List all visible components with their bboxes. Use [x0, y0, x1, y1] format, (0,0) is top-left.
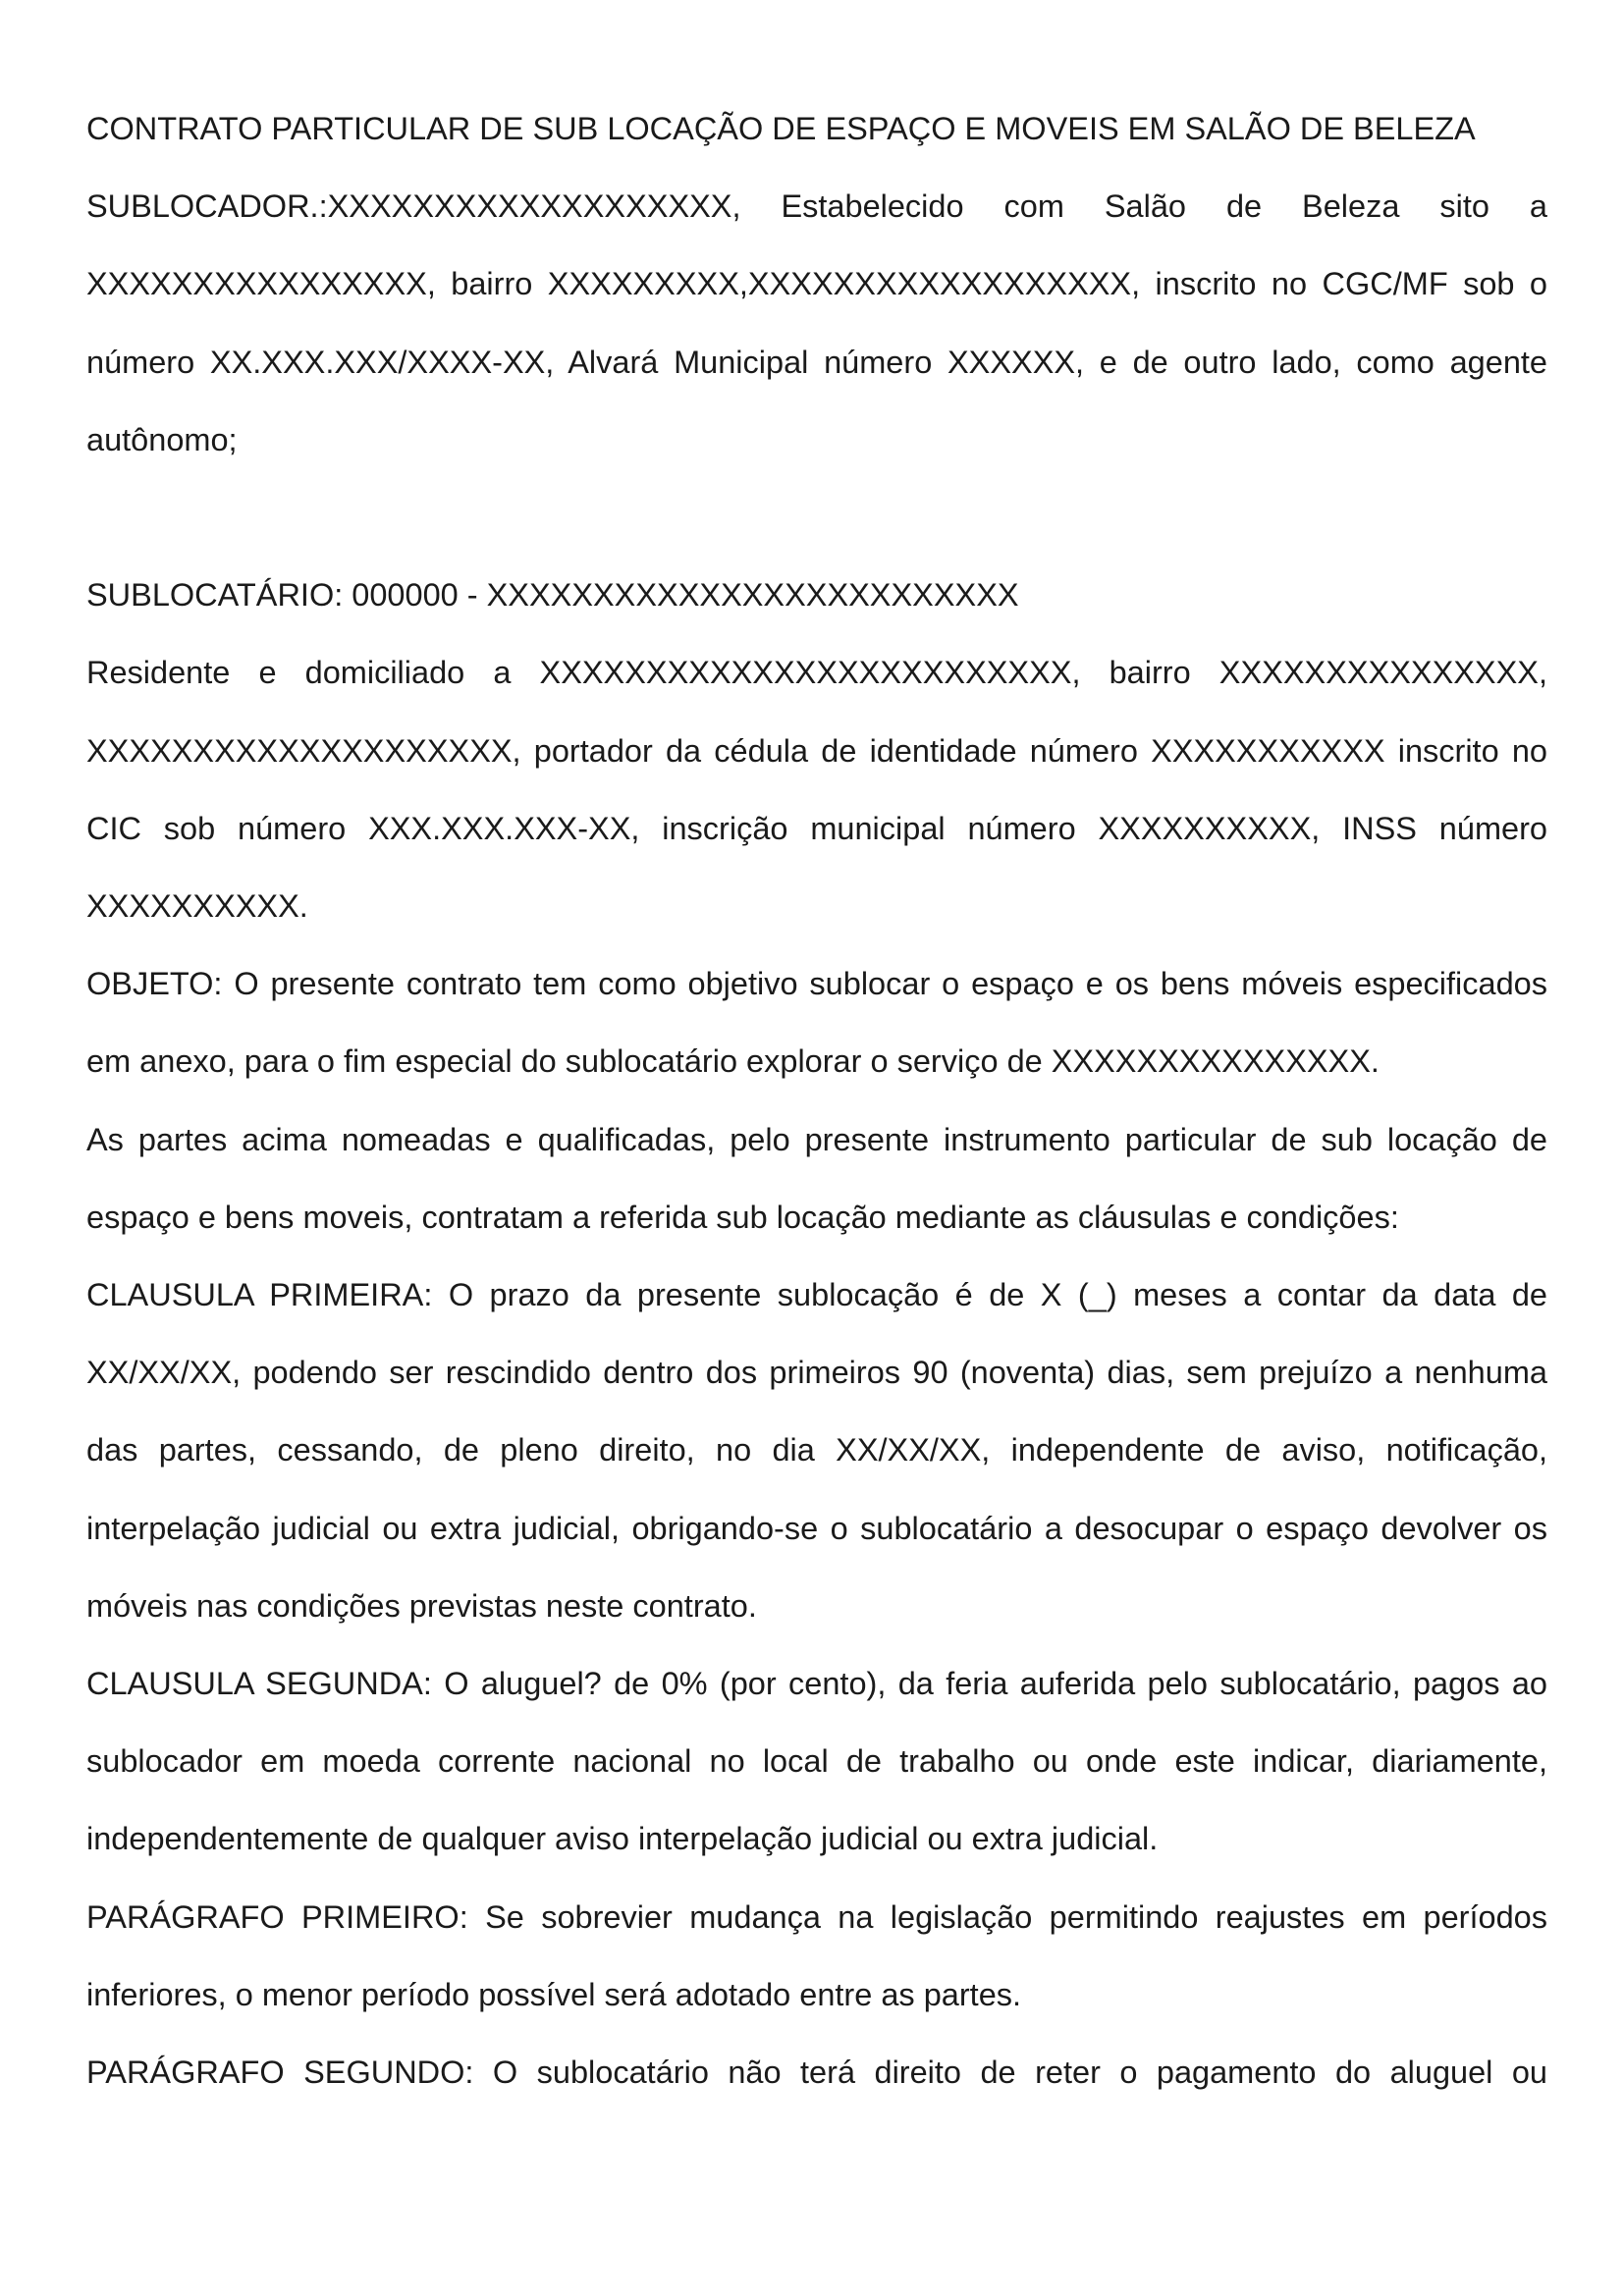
partes-paragraph: As partes acima nomeadas e qualificadas, pelo presente instrumento particular de sub locação de espaço e bens moveis, contratam a referida sub locação mediante as cláusulas e condições:	[86, 1121, 1547, 1235]
paragrafo-primeiro-paragraph: PARÁGRAFO PRIMEIRO: Se sobrevier mudança na legislação permitindo reajustes em períodos inferiores, o menor período possível será adotado entre as partes.	[86, 1898, 1547, 2012]
paragrafo-segundo-paragraph: PARÁGRAFO SEGUNDO: O sublocatário não terá direito de reter o pagamento do aluguel ou	[86, 2055, 1547, 2091]
clausula-segunda-paragraph: CLAUSULA SEGUNDA: O aluguel? de 0% (por cento), da feria auferida pelo sublocatário, pagos ao sublocador em moeda corrente nacional no local de trabalho ou onde este indicar, diariamente, independentemente de qualquer aviso interpelação judicial ou extra judicial.	[86, 1666, 1547, 1857]
clausula-primeira-paragraph: CLAUSULA PRIMEIRA: O prazo da presente sublocação é de X (_) meses a contar da data de XX/XX/XX, podendo ser rescindido dentro dos primeiros 90 (noventa) dias, sem prejuízo a nenhuma das partes, cessando, de pleno direito, no dia XX/XX/XX, independente de aviso, notificação, interpelação judicial ou extra judicial, obrigando-se o sublocatário a desocupar o espaço devolver os móveis nas condições previstas neste contrato.	[86, 1277, 1547, 1624]
contract-title: CONTRATO PARTICULAR DE SUB LOCAÇÃO DE ESPAÇO E MOVEIS EM SALÃO DE BELEZA	[86, 111, 1476, 146]
blank-line	[86, 479, 1547, 557]
sublocador-paragraph: SUBLOCADOR.:XXXXXXXXXXXXXXXXXXX, Estabelecido com Salão de Beleza sito a XXXXXXXXXXXXXXXX, bairro XXXXXXXXX,XXXXXXXXXXXXXXXXXX, inscrito no CGC/MF sob o número XX.XXX.XXX/XXXX-XX, Alvará Municipal número XXXXXX, e de outro lado, como agente autônomo;	[86, 188, 1547, 457]
objeto-paragraph: OBJETO: O presente contrato tem como objetivo sublocar o espaço e os bens móveis especificados em anexo, para o fim especial do sublocatário explorar o serviço de XXXXXXXXXXXXXXX.	[86, 966, 1547, 1080]
contract-page	[86, 90, 1547, 2111]
sublocatario-paragraph: Residente e domiciliado a XXXXXXXXXXXXXXXXXXXXXXXXX, bairro XXXXXXXXXXXXXXX, XXXXXXXXXXXXXXXXXXXX, portador da cédula de identidade número XXXXXXXXXXX inscrito no CIC sob número XXX.XXX.XXX-XX, inscrição municipal número XXXXXXXXXX, INSS número XXXXXXXXXX.	[86, 655, 1547, 925]
sublocatario-header: SUBLOCATÁRIO: 000000 - XXXXXXXXXXXXXXXXXXXXXXXXX	[86, 577, 1019, 614]
